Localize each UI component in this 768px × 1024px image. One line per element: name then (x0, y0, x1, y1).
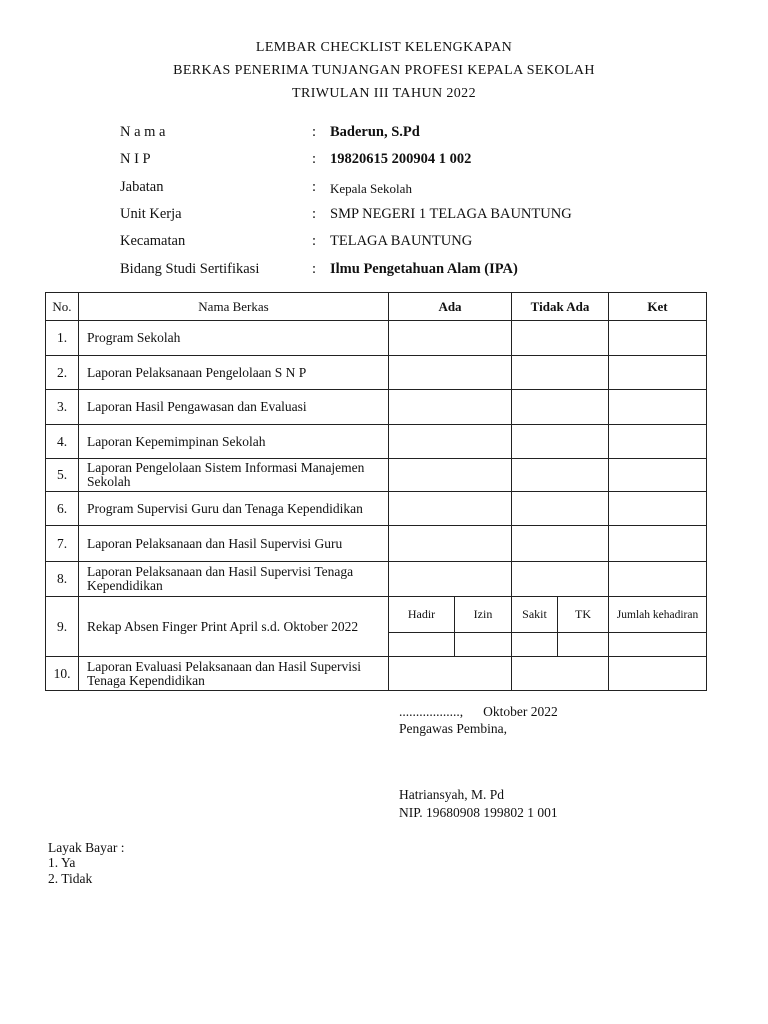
row-number: 10. (46, 657, 79, 691)
absen-header-hadir: Hadir (389, 597, 455, 633)
header-ket: Ket (609, 293, 707, 321)
ada-cell[interactable] (389, 562, 512, 597)
identity-value: SMP NEGERI 1 TELAGA BAUNTUNG (330, 206, 572, 222)
identity-label: N I P (120, 151, 151, 167)
row-number: 8. (46, 562, 79, 597)
signature-name: Hatriansyah, M. Pd (399, 787, 504, 802)
absen-header-tk: TK (558, 597, 609, 633)
row-number: 5. (46, 459, 79, 492)
row-number: 7. (46, 526, 79, 562)
tidak-ada-cell[interactable] (512, 356, 609, 390)
ada-cell[interactable] (389, 321, 512, 356)
tidak-ada-cell[interactable] (512, 526, 609, 562)
layak-bayar-option-ya: 1. Ya (48, 855, 76, 870)
table-row (46, 356, 707, 390)
identity-separator: : (312, 206, 317, 222)
document-title-line2: BERKAS PENERIMA TUNJANGAN PROFESI KEPALA SEKOLAH (173, 63, 595, 78)
tidak-ada-cell[interactable] (512, 459, 609, 492)
layak-bayar-option-tidak: 2. Tidak (48, 871, 93, 886)
table-row (46, 657, 707, 691)
identity-separator: : (312, 179, 317, 195)
document-title-line3: TRIWULAN III TAHUN 2022 (292, 86, 476, 101)
ada-cell[interactable] (389, 390, 512, 425)
signature-date-dots: .................., (399, 704, 464, 719)
ket-cell[interactable] (609, 657, 707, 691)
ada-cell[interactable] (389, 492, 512, 526)
tidak-ada-cell[interactable] (512, 562, 609, 597)
tidak-ada-cell[interactable] (512, 492, 609, 526)
table-row (46, 492, 707, 526)
izin-cell[interactable] (455, 633, 512, 657)
row-number: 9. (46, 597, 79, 657)
row-number: 1. (46, 321, 79, 356)
header-tidak-ada: Tidak Ada (512, 293, 609, 321)
ket-cell[interactable] (609, 390, 707, 425)
table-row-absen-header (46, 597, 707, 633)
ket-cell[interactable] (609, 492, 707, 526)
table-row (46, 425, 707, 459)
ket-cell[interactable] (609, 526, 707, 562)
header-no: No. (46, 293, 79, 321)
tk-cell[interactable] (558, 633, 609, 657)
table-row (46, 459, 707, 492)
jumlah-kehadiran-cell[interactable] (609, 633, 707, 657)
tidak-ada-cell[interactable] (512, 657, 609, 691)
identity-value: Ilmu Pengetahuan Alam (IPA) (330, 261, 518, 277)
ket-cell[interactable] (609, 562, 707, 597)
signature-date-month: Oktober 2022 (483, 704, 558, 719)
signature-nip: NIP. 19680908 199802 1 001 (399, 805, 558, 820)
identity-value: TELAGA BAUNTUNG (330, 233, 473, 249)
tidak-ada-cell[interactable] (512, 390, 609, 425)
ada-cell[interactable] (389, 657, 512, 691)
signature-role: Pengawas Pembina, (399, 721, 507, 736)
header-ada: Ada (389, 293, 512, 321)
row-nama-berkas: Program Sekolah (79, 321, 389, 356)
identity-separator: : (312, 261, 317, 277)
table-header-row (46, 293, 707, 321)
row-nama-berkas: Laporan Pelaksanaan Pengelolaan S N P (79, 356, 389, 390)
identity-label: Bidang Studi Sertifikasi (120, 261, 260, 277)
ket-cell[interactable] (609, 459, 707, 492)
row-nama-berkas: Rekap Absen Finger Print April s.d. Oktober 2022 (79, 597, 389, 657)
row-nama-berkas: Laporan Pelaksanaan dan Hasil Supervisi Guru (79, 526, 389, 562)
ada-cell[interactable] (389, 526, 512, 562)
tidak-ada-cell[interactable] (512, 321, 609, 356)
identity-value: Kepala Sekolah (330, 181, 412, 196)
row-number: 6. (46, 492, 79, 526)
ket-cell[interactable] (609, 356, 707, 390)
hadir-cell[interactable] (389, 633, 455, 657)
absen-header-jumlah-kehadiran: Jumlah kehadiran (609, 597, 707, 633)
table-row (46, 526, 707, 562)
row-nama-berkas: Program Supervisi Guru dan Tenaga Kependidikan (79, 492, 389, 526)
ket-cell[interactable] (609, 425, 707, 459)
row-nama-berkas: Laporan Pengelolaan Sistem Informasi Manajemen Sekolah (79, 459, 389, 492)
ada-cell[interactable] (389, 459, 512, 492)
table-row (46, 321, 707, 356)
ket-cell[interactable] (609, 321, 707, 356)
identity-label: Jabatan (120, 179, 164, 195)
ada-cell[interactable] (389, 356, 512, 390)
signature-date (399, 704, 558, 720)
tidak-ada-cell[interactable] (512, 425, 609, 459)
identity-separator: : (312, 233, 317, 249)
absen-header-izin: Izin (455, 597, 512, 633)
identity-value: Baderun, S.Pd (330, 124, 420, 140)
header-nama-berkas: Nama Berkas (79, 293, 389, 321)
row-nama-berkas: Laporan Pelaksanaan dan Hasil Supervisi Tenaga Kependidikan (79, 562, 389, 597)
ada-cell[interactable] (389, 425, 512, 459)
row-number: 4. (46, 425, 79, 459)
identity-label: Kecamatan (120, 233, 186, 249)
layak-bayar-title: Layak Bayar : (48, 840, 125, 855)
identity-separator: : (312, 151, 317, 167)
row-nama-berkas: Laporan Kepemimpinan Sekolah (79, 425, 389, 459)
row-number: 2. (46, 356, 79, 390)
checklist-table (45, 292, 707, 691)
document-title-line1: LEMBAR CHECKLIST KELENGKAPAN (255, 40, 513, 55)
sakit-cell[interactable] (512, 633, 558, 657)
table-row (46, 562, 707, 597)
identity-label: N a m a (120, 124, 166, 140)
row-nama-berkas: Laporan Evaluasi Pelaksanaan dan Hasil Supervisi Tenaga Kependidikan (79, 657, 389, 691)
identity-separator: : (312, 124, 317, 140)
identity-label: Unit Kerja (120, 206, 182, 222)
absen-header-sakit: Sakit (512, 597, 558, 633)
row-number: 3. (46, 390, 79, 425)
identity-value: 19820615 200904 1 002 (330, 151, 472, 167)
table-row (46, 390, 707, 425)
row-nama-berkas: Laporan Hasil Pengawasan dan Evaluasi (79, 390, 389, 425)
